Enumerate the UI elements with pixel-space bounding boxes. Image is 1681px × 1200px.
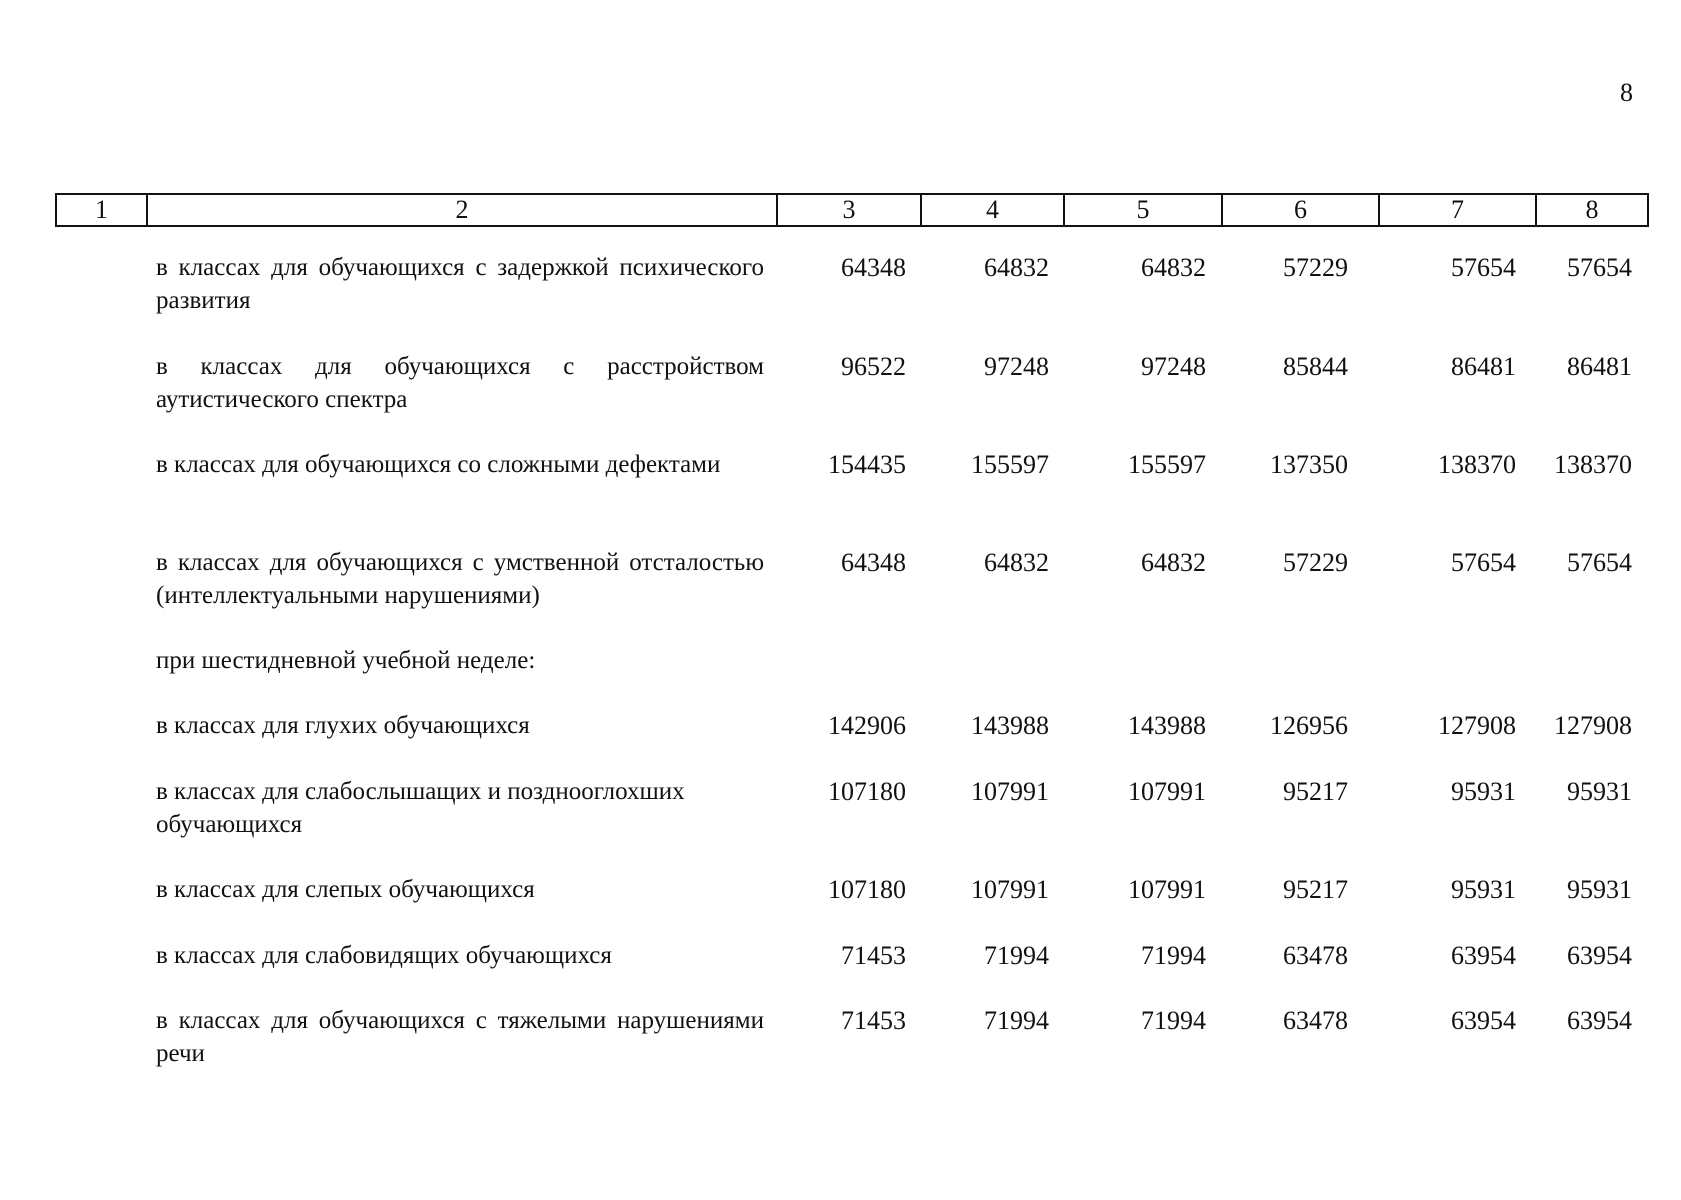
header-col-1: 1 [56,194,147,226]
row-value: 64348 [841,548,906,577]
row-label: в классах для слепых обучающихся [156,876,535,903]
row-value: 95931 [1451,777,1516,806]
row-value: 155597 [971,450,1049,479]
row-value: 137350 [1270,450,1348,479]
row-value: 64832 [984,253,1049,282]
row-value: 143988 [971,711,1049,740]
page-number: 8 [1620,78,1633,107]
row-value: 57229 [1283,253,1348,282]
row-value: 138370 [1554,450,1632,479]
row-value: 57654 [1567,253,1632,282]
header-col-4: 4 [921,194,1064,226]
row-label: в классах для обучающихся со сложными дефектами [156,451,721,478]
row-value: 71453 [841,1006,906,1035]
row-label: в классах для обучающихся с тяжелыми нарушениями речи [156,1007,764,1067]
section-heading: при шестидневной учебной неделе: [156,647,536,674]
row-value: 96522 [841,352,906,381]
row-label: в классах для глухих обучающихся [156,712,530,739]
row-value: 71994 [984,1006,1049,1035]
row-value: 126956 [1270,711,1348,740]
row-value: 142906 [828,711,906,740]
row-value: 155597 [1128,450,1206,479]
row-value: 107991 [1128,875,1206,904]
row-value: 71994 [1141,941,1206,970]
header-col-7: 7 [1379,194,1536,226]
column-number-header [55,193,1649,227]
row-value: 64832 [1141,253,1206,282]
row-value: 86481 [1451,352,1516,381]
header-col-2: 2 [147,194,777,226]
row-value: 127908 [1438,711,1516,740]
header-col-3: 3 [777,194,921,226]
row-value: 97248 [1141,352,1206,381]
row-value: 57229 [1283,548,1348,577]
row-value: 71994 [1141,1006,1206,1035]
row-value: 107180 [828,875,906,904]
row-value: 71994 [984,941,1049,970]
row-value: 64832 [1141,548,1206,577]
row-value: 63478 [1283,1006,1348,1035]
row-value: 143988 [1128,711,1206,740]
row-value: 95931 [1451,875,1516,904]
row-value: 95931 [1567,777,1632,806]
row-value: 107991 [971,875,1049,904]
row-label: в классах для слабослышащих и позднооглохших обучающихся [156,778,685,838]
row-value: 57654 [1451,253,1516,282]
row-value: 138370 [1438,450,1516,479]
row-value: 64348 [841,253,906,282]
row-value: 64832 [984,548,1049,577]
row-value: 63954 [1567,1006,1632,1035]
row-label: в классах для обучающихся с расстройством аутистического спектра [156,353,764,413]
row-value: 57654 [1567,548,1632,577]
row-value: 71453 [841,941,906,970]
row-value: 86481 [1567,352,1632,381]
row-value: 107991 [971,777,1049,806]
row-value: 127908 [1554,711,1632,740]
row-value: 63954 [1451,941,1516,970]
row-value: 97248 [984,352,1049,381]
row-value: 95217 [1283,875,1348,904]
header-col-8: 8 [1536,194,1648,226]
row-label: в классах для обучающихся с задержкой психического развития [156,254,764,314]
row-value: 154435 [828,450,906,479]
row-label: в классах для обучающихся с умственной отсталостью (интеллектуальными нарушениями) [156,549,764,609]
row-label: в классах для слабовидящих обучающихся [156,942,612,969]
header-col-6: 6 [1222,194,1379,226]
row-value: 63954 [1451,1006,1516,1035]
row-value: 95217 [1283,777,1348,806]
row-value: 107991 [1128,777,1206,806]
row-value: 63954 [1567,941,1632,970]
row-value: 63478 [1283,941,1348,970]
header-col-5: 5 [1064,194,1222,226]
row-value: 107180 [828,777,906,806]
row-value: 57654 [1451,548,1516,577]
row-value: 85844 [1283,352,1348,381]
row-value: 95931 [1567,875,1632,904]
